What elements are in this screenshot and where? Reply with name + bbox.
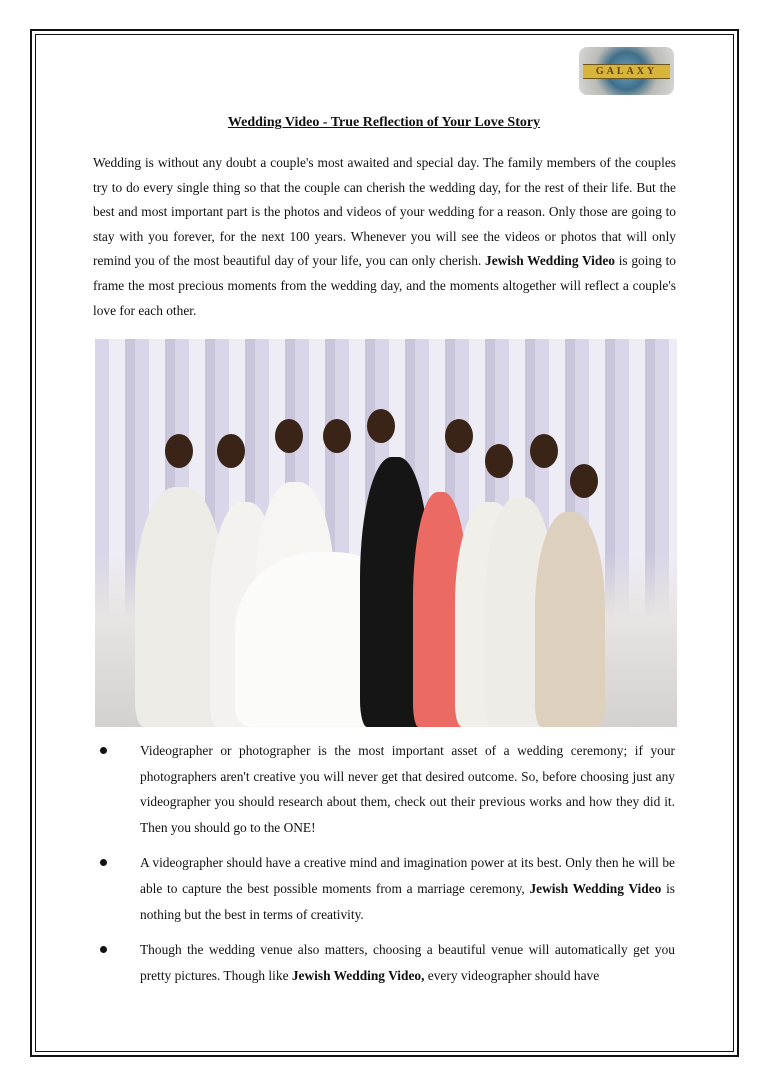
list-item: Videographer or photographer is the most important asset of a wedding ceremony; if your photographers aren't creative you will never get that desired outcome. So, before choosing just any videographer you should research about them, check out their previous works and how they did it. Then you should go to the ONE!: [140, 738, 675, 840]
bold-keyword: Jewish Wedding Video: [485, 253, 615, 269]
bold-keyword: Jewish Wedding Video: [529, 880, 662, 896]
list-item: A videographer should have a creative mind and imagination power at its best. Only then he will be able to capture the best possible moments from a marriage ceremony, Jewish Wedding Video is nothing but the best in terms of creativity.: [140, 850, 675, 927]
bold-keyword: Jewish Wedding Video,: [291, 967, 425, 983]
intro-paragraph: Wedding is without any doubt a couple's most awaited and special day. The family members of the couples try to do every single thing so that the couple can cherish the wedding day, for the rest of their life. But the best and most important part is the photos and videos of your wedding for a reason. Only those are going to stay with you forever, for the next 100 years. Whenever you will see the videos or photos that will only remind you of the most beautiful day of your life, you can only cherish. Jewish Wedding Video is going to frame the most precious moments from the wedding day, and the moments altogether will reflect a couple's love for each other.: [93, 155, 676, 318]
wedding-photo: [95, 339, 677, 727]
bullet-list: [140, 738, 675, 998]
galaxy-logo: GALAXY: [579, 47, 674, 95]
document-title: Wedding Video - True Reflection of Your Love Story: [227, 115, 541, 130]
list-item: Though the wedding venue also matters, choosing a beautiful venue will automatically get you pretty pictures. Though like Jewish Wedding Video, every videographer should have: [140, 937, 675, 988]
bullet-icon: [100, 747, 107, 754]
